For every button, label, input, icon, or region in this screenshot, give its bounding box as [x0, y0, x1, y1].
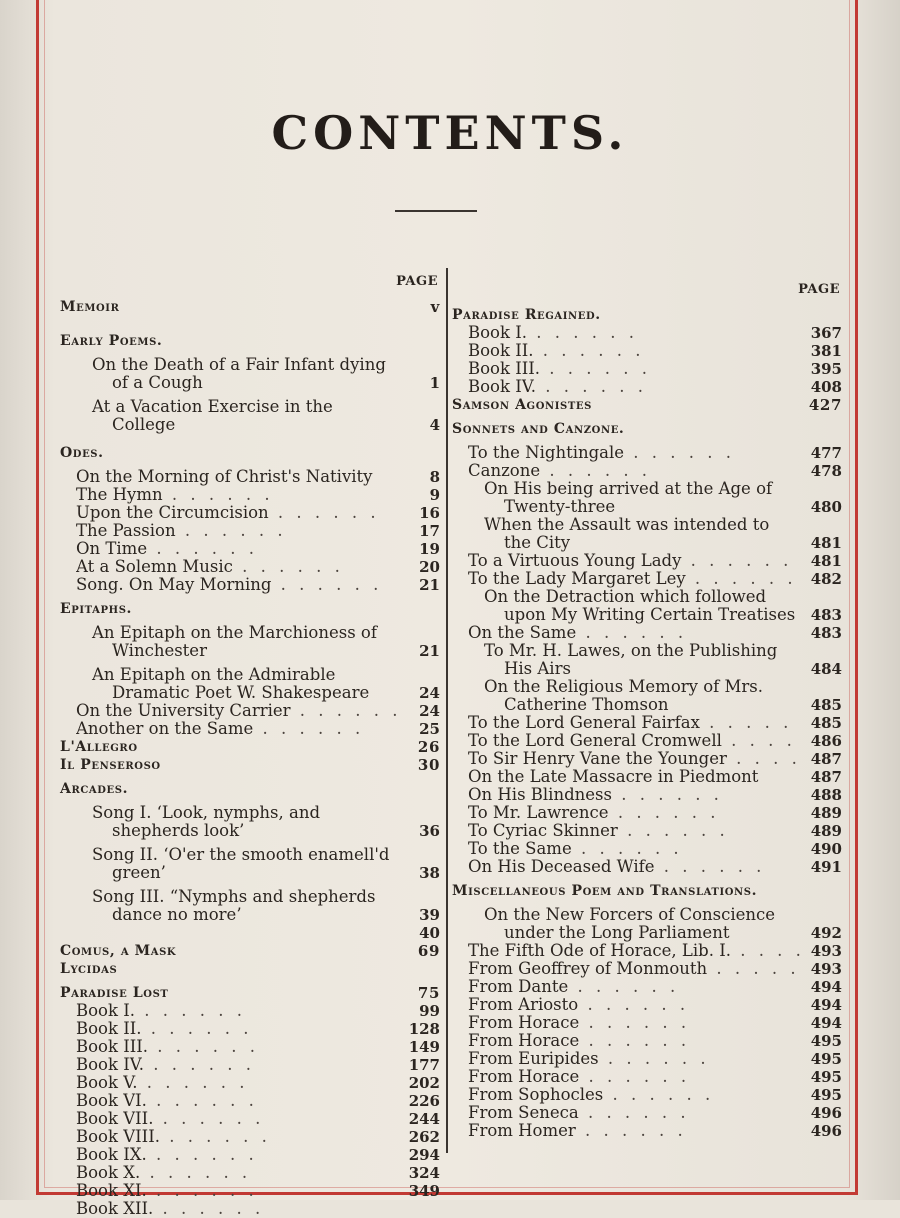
toc-entry[interactable]	[60, 1182, 440, 1200]
entry-label: To Mr. H. Lawes, on the Publishing His Airs	[484, 642, 778, 678]
toc-entry[interactable]	[452, 906, 842, 942]
toc-entry[interactable]	[452, 840, 842, 858]
entry-label: From Euripides . . .	[468, 1050, 800, 1068]
toc-entry[interactable]	[452, 1104, 842, 1122]
toc-entry-allegro[interactable]	[60, 738, 440, 756]
toc-entry[interactable]	[452, 378, 842, 396]
entry-page: 367	[810, 324, 842, 342]
toc-entry[interactable]	[60, 624, 440, 660]
entry-label: On the Detraction which followed upon My Writing Certain Treatises	[484, 588, 796, 624]
entry-label: The Passion . . .	[76, 522, 398, 540]
toc-entry[interactable]	[452, 324, 842, 342]
entry-label: To Mr. Lawrence . . .	[468, 804, 800, 822]
toc-entry[interactable]	[60, 720, 440, 738]
toc-entry[interactable]	[452, 624, 842, 642]
entry-label: Another on the Same . . .	[76, 720, 398, 738]
entry-label: From Seneca . . .	[468, 1104, 800, 1122]
toc-entry[interactable]	[452, 642, 842, 678]
entry-label: Song II. ‘O'er the smooth enamell'd green’	[92, 846, 390, 882]
toc-entry[interactable]	[60, 1002, 440, 1020]
entry-label: Book II. . . .	[76, 1020, 398, 1038]
toc-entry[interactable]	[452, 480, 842, 516]
entry-label: On the Religious Memory of Mrs. Catherine Thomson	[484, 678, 763, 714]
section-heading-arcades: Arcades.	[60, 781, 129, 797]
entry-page: 39	[419, 906, 440, 924]
entry-page: 226	[408, 1092, 440, 1110]
toc-entry[interactable]	[452, 1086, 842, 1104]
entry-label: Book IV. . . .	[76, 1056, 398, 1074]
entry-label: Paradise Lost	[60, 985, 169, 1001]
section-heading-epitaphs: Epitaphs.	[60, 601, 132, 617]
entry-page: 483	[810, 624, 842, 642]
entry-label: Song. On May Morning . . .	[76, 576, 398, 594]
entry-label: Book X. . . .	[76, 1164, 398, 1182]
entry-page: 38	[419, 864, 440, 882]
entry-label: Book III. . . .	[76, 1038, 398, 1056]
entry-page: 8	[429, 468, 440, 486]
entry-page: 480	[810, 498, 842, 516]
entry-page: 481	[810, 552, 842, 570]
entry-page: 324	[408, 1164, 440, 1182]
entry-page: 21	[419, 576, 440, 594]
toc-entry[interactable]	[60, 522, 440, 540]
entry-label: From Horace . . .	[468, 1014, 800, 1032]
toc-entry[interactable]	[452, 552, 842, 570]
toc-entry[interactable]	[60, 666, 440, 702]
section-heading-odes: Odes.	[60, 445, 104, 461]
toc-entry[interactable]	[60, 398, 440, 434]
entry-page: 381	[810, 342, 842, 360]
entry-label: From Ariosto . . .	[468, 996, 800, 1014]
entry-page: 21	[419, 642, 440, 660]
toc-entry[interactable]	[60, 1200, 440, 1218]
entry-label: Canzone . . .	[468, 462, 800, 480]
entry-page: 349	[408, 1182, 440, 1200]
entry-label: Book II. . . .	[468, 342, 800, 360]
page-column-header: PAGE	[396, 274, 438, 289]
entry-page: 99	[419, 1002, 440, 1020]
entry-page: 485	[810, 696, 842, 714]
entry-label: Song III. “Nymphs and shepherds dance no more’	[92, 888, 376, 924]
entry-page: 16	[419, 504, 440, 522]
entry-label: An Epitaph on the Marchioness of Winchester	[92, 624, 377, 660]
entry-label: Samson Agonistes	[452, 397, 592, 413]
toc-entry[interactable]	[452, 678, 842, 714]
entry-label: Book VI. . . .	[76, 1092, 398, 1110]
toc-entry[interactable]	[60, 1056, 440, 1074]
toc-entry[interactable]	[452, 1050, 842, 1068]
toc-entry[interactable]	[60, 1164, 440, 1182]
entry-label: On the Death of a Fair Infant dying of a Cough	[92, 356, 386, 392]
entry-page: 494	[810, 978, 842, 996]
toc-entry[interactable]	[452, 858, 842, 876]
entry-label: Upon the Circumcision . . .	[76, 504, 398, 522]
toc-entry[interactable]	[452, 960, 842, 978]
page-title: CONTENTS.	[271, 106, 629, 160]
entry-label: Book VIII. . . .	[76, 1128, 398, 1146]
entry-page: 495	[810, 1068, 842, 1086]
entry-label: To the Same . . .	[468, 840, 800, 858]
entry-page: v	[430, 298, 440, 316]
section-heading-sonnets: Sonnets and Canzone.	[452, 421, 625, 437]
entry-page: 493	[810, 960, 842, 978]
entry-label: An Epitaph on the Admirable Dramatic Poet W. Shakespeare	[92, 666, 370, 702]
entry-page: 496	[810, 1122, 842, 1140]
entry-page: 69	[417, 942, 440, 960]
entry-page: 36	[419, 822, 440, 840]
entry-label: On the Morning of Christ's Nativity	[76, 468, 373, 486]
entry-label: On the Same . . .	[468, 624, 800, 642]
entry-page: 485	[810, 714, 842, 732]
toc-entry[interactable]	[60, 486, 440, 504]
entry-page: 487	[810, 768, 842, 786]
toc-entry[interactable]	[452, 462, 842, 480]
entry-label: Book V. . . .	[76, 1074, 398, 1092]
toc-entry[interactable]	[60, 1128, 440, 1146]
entry-label: Book I. . . .	[76, 1002, 398, 1020]
entry-page: 244	[408, 1110, 440, 1128]
toc-entry[interactable]	[60, 702, 440, 720]
entry-page: 75	[417, 984, 440, 1002]
toc-entry[interactable]	[60, 356, 440, 392]
entry-label: The Fifth Ode of Horace, Lib. I. . . .	[468, 942, 800, 960]
entry-label: On the New Forcers of Conscience under the Long Parliament	[484, 906, 776, 942]
entry-label: Book VII. . . .	[76, 1110, 398, 1128]
toc-entry[interactable]	[452, 360, 842, 378]
entry-label: Book XI. . . .	[76, 1182, 398, 1200]
toc-entry[interactable]	[452, 1122, 842, 1140]
toc-entry[interactable]	[60, 1074, 440, 1092]
entry-page: 294	[408, 1146, 440, 1164]
entry-label: Lycidas	[60, 961, 118, 977]
entry-label: To the Lord General Fairfax . . .	[468, 714, 800, 732]
entry-page: 4	[429, 416, 440, 434]
entry-page: 495	[810, 1050, 842, 1068]
toc-entry[interactable]	[452, 444, 842, 462]
toc-entry[interactable]	[452, 750, 842, 768]
entry-label: To a Virtuous Young Lady . . .	[468, 552, 800, 570]
entry-label: The Hymn . . .	[76, 486, 398, 504]
entry-page: 40	[419, 924, 440, 942]
entry-label: At a Vacation Exercise in the College	[92, 398, 333, 434]
entry-page: 24	[419, 684, 440, 702]
toc-entry-samson[interactable]	[452, 396, 842, 414]
entry-page: 24	[419, 702, 440, 720]
toc-entry[interactable]	[60, 1092, 440, 1110]
entry-page: 149	[408, 1038, 440, 1056]
toc-entry-extra-page	[60, 924, 440, 942]
entry-label: From Homer . . .	[468, 1122, 800, 1140]
entry-page: 481	[810, 534, 842, 552]
entry-label: From Dante . . .	[468, 978, 800, 996]
entry-page: 26	[417, 738, 440, 756]
entry-page: 408	[810, 378, 842, 396]
entry-label: Book III. . . .	[468, 360, 800, 378]
entry-label: Comus, a Mask	[60, 943, 177, 959]
toc-entry[interactable]	[452, 1032, 842, 1050]
toc-entry[interactable]	[60, 804, 440, 840]
entry-page: 496	[810, 1104, 842, 1122]
entry-label: On His being arrived at the Age of Twenty-three	[484, 480, 773, 516]
entry-page: 9	[429, 486, 440, 504]
entry-page: 17	[419, 522, 440, 540]
entry-page: 491	[810, 858, 842, 876]
entry-page: 489	[810, 804, 842, 822]
entry-page: 482	[810, 570, 842, 588]
column-divider	[446, 268, 448, 1153]
entry-label: To the Lady Margaret Ley . . .	[468, 570, 800, 588]
toc-entry[interactable]	[452, 804, 842, 822]
section-heading-paradise-regained: Paradise Regained.	[452, 307, 601, 323]
entry-page: 489	[810, 822, 842, 840]
toc-entry[interactable]	[60, 846, 440, 882]
toc-entry-paradise-lost[interactable]	[60, 984, 440, 1002]
entry-page: 483	[810, 606, 842, 624]
toc-entry[interactable]	[452, 342, 842, 360]
entry-label: Il Penseroso	[60, 757, 161, 773]
toc-entry[interactable]	[60, 558, 440, 576]
toc-entry[interactable]	[60, 576, 440, 594]
entry-page: 427	[808, 396, 842, 414]
entry-label: Book IV. . . .	[468, 378, 800, 396]
toc-entry[interactable]	[452, 732, 842, 750]
page-column-header: PAGE	[798, 282, 840, 297]
entry-page: 484	[810, 660, 842, 678]
toc-entry[interactable]	[60, 540, 440, 558]
entry-page: 490	[810, 840, 842, 858]
entry-label: From Horace . . .	[468, 1032, 800, 1050]
entry-page: 493	[810, 942, 842, 960]
entry-label: From Geoffrey of Monmouth . . .	[468, 960, 800, 978]
entry-label: L'Allegro	[60, 739, 138, 755]
toc-entry[interactable]	[60, 888, 440, 924]
toc-entry[interactable]	[452, 822, 842, 840]
toc-entry[interactable]	[452, 1068, 842, 1086]
toc-entry[interactable]	[452, 768, 842, 786]
entry-page: 486	[810, 732, 842, 750]
section-heading-early-poems: Early Poems.	[60, 333, 163, 349]
section-heading-miscellaneous: Miscellaneous Poem and Translations.	[452, 883, 758, 899]
toc-entry-memoir[interactable]	[60, 298, 440, 316]
entry-page: 477	[810, 444, 842, 462]
entry-page: 25	[419, 720, 440, 738]
entry-label: When the Assault was intended to the City	[484, 516, 770, 552]
entry-label: On His Blindness . . .	[468, 786, 800, 804]
entry-page: 128	[408, 1020, 440, 1038]
toc-entry[interactable]	[452, 786, 842, 804]
title-rule	[395, 210, 477, 212]
right-column	[452, 280, 842, 1140]
toc-entry[interactable]	[60, 1110, 440, 1128]
entry-page: 20	[419, 558, 440, 576]
entry-label: On the Late Massacre in Piedmont	[468, 768, 759, 786]
entry-page: 492	[810, 924, 842, 942]
toc-entry[interactable]	[452, 996, 842, 1014]
toc-entry[interactable]	[60, 1038, 440, 1056]
entry-label: Song I. ‘Look, nymphs, and shepherds look’	[92, 804, 321, 840]
entry-label: On His Deceased Wife . . .	[468, 858, 800, 876]
toc-entry[interactable]	[452, 978, 842, 996]
entry-label: At a Solemn Music . . .	[76, 558, 398, 576]
entry-page: 494	[810, 1014, 842, 1032]
entry-label: To Sir Henry Vane the Younger . . .	[468, 750, 800, 768]
toc-entry-comus[interactable]	[60, 942, 440, 960]
entry-page: 494	[810, 996, 842, 1014]
toc-entry-penseroso[interactable]	[60, 756, 440, 774]
entry-page: 495	[810, 1032, 842, 1050]
toc-entry[interactable]	[452, 570, 842, 588]
toc-entry[interactable]	[452, 942, 842, 960]
entry-label: Book XII. . . .	[76, 1200, 398, 1218]
entry-label: From Horace . . .	[468, 1068, 800, 1086]
entry-label: On the University Carrier . . .	[76, 702, 398, 720]
toc-entry[interactable]	[452, 516, 842, 552]
toc-entry[interactable]	[452, 1014, 842, 1032]
entry-label: Memoir	[60, 299, 120, 315]
toc-entry[interactable]	[60, 504, 440, 522]
entry-page: 1	[429, 374, 440, 392]
entry-label: Book I. . . .	[468, 324, 800, 342]
entry-page: 495	[810, 1086, 842, 1104]
entry-label: To the Nightingale . . .	[468, 444, 800, 462]
entry-label: From Sophocles . . .	[468, 1086, 800, 1104]
entry-label: On Time . . .	[76, 540, 398, 558]
toc-entry[interactable]	[60, 1020, 440, 1038]
toc-entry[interactable]	[60, 468, 440, 486]
entry-label: To Cyriac Skinner . . .	[468, 822, 800, 840]
entry-page: 19	[419, 540, 440, 558]
entry-page: 478	[810, 462, 842, 480]
toc-entry[interactable]	[60, 1146, 440, 1164]
left-column	[60, 272, 440, 1218]
entry-page: 487	[810, 750, 842, 768]
entry-label: Book IX. . . .	[76, 1146, 398, 1164]
toc-entry-lycidas[interactable]	[60, 960, 440, 978]
entry-page: 177	[408, 1056, 440, 1074]
entry-page: 202	[408, 1074, 440, 1092]
entry-page: 488	[810, 786, 842, 804]
entry-page: 395	[810, 360, 842, 378]
entry-page: 262	[408, 1128, 440, 1146]
toc-entry[interactable]	[452, 588, 842, 624]
entry-label: To the Lord General Cromwell . . .	[468, 732, 800, 750]
entry-page: 30	[417, 756, 440, 774]
toc-entry[interactable]	[452, 714, 842, 732]
